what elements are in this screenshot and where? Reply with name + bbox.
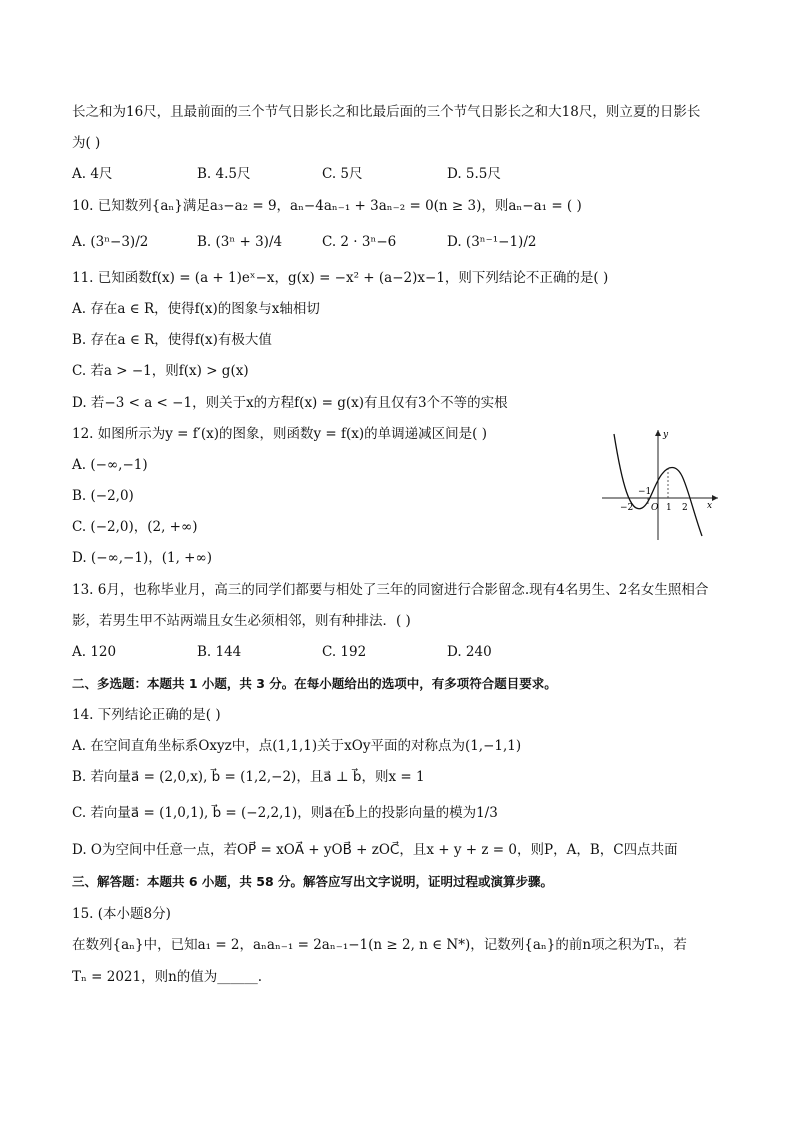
tick-minus-one: −1 xyxy=(638,487,652,497)
q10-option-b: B. (3ⁿ + 3)/4 xyxy=(197,234,283,250)
q13-option-d: D. 240 xyxy=(447,644,492,660)
q11-option-d: D. 若−3 < a < −1，则关于x的方程f(x) = g(x)有且仅有3个不等的实根 xyxy=(72,395,508,411)
q15-text-line2: Tₙ = 2021，则n的值为______. xyxy=(72,969,263,985)
tick-minus-two: −2 xyxy=(620,503,634,513)
q11-stem: 11. 已知函数f(x) = (a + 1)eˣ−x，g(x) = −x² + (a−2)x−1，则下列结论不正确的是( ) xyxy=(72,270,609,286)
q10-option-c: C. 2 · 3ⁿ−6 xyxy=(322,234,397,250)
q13-text-line1: 13. 6月，也称毕业月，高三的同学们都要与相处了三年的同窗进行合影留念.现有4名男生、2名女生照相合 xyxy=(72,582,709,598)
q13-options xyxy=(72,642,732,662)
q9-option-d: D. 5.5尺 xyxy=(447,166,501,182)
q9-option-c: C. 5尺 xyxy=(322,166,363,182)
y-axis-arrow xyxy=(655,430,661,436)
q15-text-line1: 在数列{aₙ}中，已知a₁ = 2，aₙaₙ₋₁ = 2aₙ₋₁−1(n ≥ 2, n ∈ N*)，记数列{aₙ}的前n项之积为Tₙ，若 xyxy=(72,937,687,953)
q13-option-c: C. 192 xyxy=(322,644,367,660)
q15-header: 15. (本小题8分) xyxy=(72,906,171,922)
q10-options xyxy=(72,232,732,252)
q9-options xyxy=(72,164,732,184)
q11-option-c: C. 若a > −1，则f(x) > g(x) xyxy=(72,363,249,379)
y-axis-label: y xyxy=(663,430,669,440)
tick-one: 1 xyxy=(666,503,672,513)
q14-option-b: B. 若向量a⃗ = (2,0,x), b⃗ = (1,2,−2)，且a⃗ ⊥ b⃗，则x = 1 xyxy=(72,769,425,785)
q9-text-line2: 为( ) xyxy=(72,135,101,151)
q9-text-line1: 长之和为16尺，且最前面的三个节气日影长之和比最后面的三个节气日影长之和大18尺，则立夏的日影长 xyxy=(72,104,701,120)
q14-option-a: A. 在空间直角坐标系Oxyz中，点(1,1,1)关于xOy平面的对称点为(1,−1,1) xyxy=(72,738,522,754)
q12-option-b: B. (−2,0) xyxy=(72,488,134,504)
q12-option-a: A. (−∞,−1) xyxy=(72,457,148,473)
q13-option-b: B. 144 xyxy=(197,644,242,660)
q12-stem: 12. 如图所示为y = f′(x)的图象，则函数y = f(x)的单调递减区间是( ) xyxy=(72,426,487,442)
q12-option-d: D. (−∞,−1)，(1, +∞) xyxy=(72,550,212,566)
q11-option-a: A. 存在a ∈ R，使得f(x)的图象与x轴相切 xyxy=(72,301,320,317)
q12-option-c: C. (−2,0)，(2, +∞) xyxy=(72,519,198,535)
x-axis-label: x xyxy=(707,501,713,511)
q11-option-b: B. 存在a ∈ R，使得f(x)有极大值 xyxy=(72,332,272,348)
q10-stem: 10. 已知数列{aₙ}满足a₃−a₂ = 9，aₙ−4aₙ₋₁ + 3aₙ₋₂ = 0(n ≥ 3)，则aₙ−a₁ = ( ) xyxy=(72,198,582,214)
q13-option-a: A. 120 xyxy=(72,644,117,660)
tick-origin: O xyxy=(651,503,659,513)
q9-option-b: B. 4.5尺 xyxy=(197,166,251,182)
x-axis-arrow xyxy=(712,495,718,501)
q14-option-c: C. 若向量a⃗ = (1,0,1), b⃗ = (−2,2,1)，则a⃗在b⃗上的投影向量的模为1/3 xyxy=(72,805,498,821)
section-multi-choice-heading: 二、多选题：本题共 1 小题，共 3 分。在每小题给出的选项中，有多项符合题目要求。 xyxy=(72,676,557,691)
q14-option-d: D. O为空间中任意一点，若OP⃗ = xOA⃗ + yOB⃗ + zOC⃗，且x + y + z = 0，则P，A，B，C四点共面 xyxy=(72,842,678,858)
derivative-graph xyxy=(600,424,722,544)
q10-option-d: D. (3ⁿ⁻¹−1)/2 xyxy=(447,234,537,250)
q14-stem: 14. 下列结论正确的是( ) xyxy=(72,707,221,723)
tick-two: 2 xyxy=(682,503,688,513)
section-answer-heading: 三、解答题：本题共 6 小题，共 58 分。解答应写出文字说明，证明过程或演算步骤。 xyxy=(72,874,554,889)
q9-option-a: A. 4尺 xyxy=(72,166,113,182)
q10-option-a: A. (3ⁿ−3)/2 xyxy=(72,234,149,250)
q13-text-line2: 影，若男生甲不站两端且女生必须相邻，则有种排法．( ) xyxy=(72,613,411,629)
